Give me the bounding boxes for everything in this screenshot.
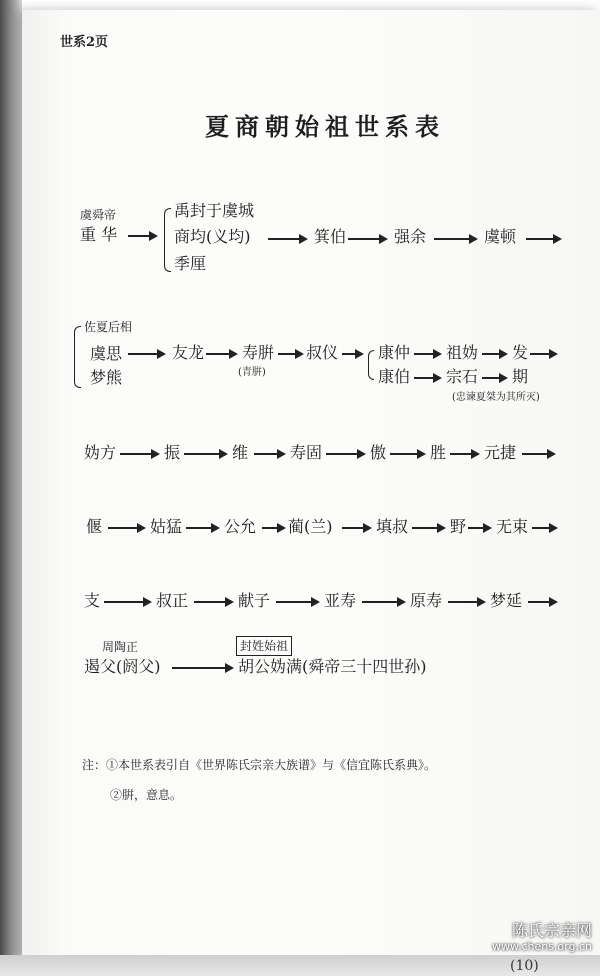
row6-box: 封姓始祖 — [236, 636, 292, 656]
arrow — [128, 231, 158, 241]
arrow — [184, 449, 228, 459]
watermark — [491, 918, 596, 958]
row5-node: 支 — [84, 591, 101, 610]
row6-start: 遏父(阏父) — [84, 657, 161, 676]
row3-node: 胜 — [430, 443, 447, 462]
arrow — [482, 349, 508, 359]
arrow — [206, 349, 238, 359]
arrow — [468, 523, 492, 533]
row4-node: 姑猛 — [150, 517, 183, 536]
row4-node: 无束 — [496, 517, 529, 536]
watermark-site-name: 陈氏宗亲网 — [511, 921, 592, 940]
row3-node: 傲 — [370, 443, 387, 462]
row6-label: 周陶正 — [102, 640, 139, 654]
s2-lower-1: 宗石 — [446, 367, 479, 386]
arrow — [482, 373, 508, 383]
brace — [74, 326, 81, 388]
s2-chain-2: 寿腁 — [242, 343, 275, 362]
arrow — [342, 523, 372, 533]
arrow — [254, 449, 286, 459]
arrow — [276, 597, 320, 607]
arrow — [414, 349, 442, 359]
row3-node: 维 — [232, 443, 249, 462]
row4-node: 公允 — [224, 517, 257, 536]
row4-node: 填叔 — [376, 517, 409, 536]
s1-branch-3: 季厘 — [174, 254, 207, 273]
s1-chain-3: 虞顿 — [484, 227, 517, 246]
row3-node: 妫方 — [84, 443, 117, 462]
arrow — [522, 449, 556, 459]
brace — [164, 208, 171, 272]
note-1: 注：①本世系表引自《世界陈氏宗亲大族谱》与《信宜陈氏系典》。 — [82, 758, 437, 772]
row5-node: 叔正 — [156, 591, 189, 610]
s1-root: 重 华 — [80, 225, 118, 244]
arrow — [390, 449, 426, 459]
s2-chain-3: 叔仪 — [306, 343, 339, 362]
book-spine-shadow — [0, 0, 22, 976]
arrow — [268, 234, 308, 244]
watermark-url: www.chens.org.cn — [491, 940, 592, 953]
arrow — [528, 597, 558, 607]
arrow — [172, 663, 234, 673]
s1-branch-1: 禹封于虞城 — [174, 201, 255, 220]
arrow — [326, 449, 366, 459]
s1-chain-2: 强余 — [394, 227, 427, 246]
row3-node: 振 — [164, 443, 181, 462]
arrow — [526, 234, 562, 244]
s2-note: 佐夏后相 — [84, 320, 133, 334]
arrow — [448, 597, 486, 607]
page-title: 夏商朝始祖世系表 — [205, 112, 445, 141]
arrow — [412, 523, 446, 533]
row4-node: 野 — [450, 517, 467, 536]
s2-branch-2: 梦熊 — [90, 368, 123, 387]
s2-upper-1: 祖妫 — [446, 343, 479, 362]
row4-node: 偃 — [86, 517, 103, 536]
brace — [368, 350, 374, 380]
paper-sheet — [22, 10, 600, 960]
arrow — [414, 373, 442, 383]
arrow — [186, 523, 220, 533]
arrow — [342, 349, 364, 359]
arrow — [362, 597, 406, 607]
s2-upper-2: 发 — [512, 343, 529, 362]
s2-chain-1: 友龙 — [172, 343, 205, 362]
arrow — [108, 523, 146, 533]
s2-split-1: 康仲 — [378, 343, 411, 362]
row3-node: 寿固 — [290, 443, 323, 462]
page-header: 世系2页 — [60, 35, 109, 50]
row5-node: 原寿 — [410, 591, 443, 610]
note-2: ②腁，意息。 — [110, 788, 183, 802]
arrow — [532, 523, 558, 533]
page-mark: (10) — [510, 958, 539, 974]
arrow — [262, 523, 286, 533]
s2-split-2: 康伯 — [378, 367, 411, 386]
row3-node: 元捷 — [484, 443, 517, 462]
arrow — [104, 597, 152, 607]
s2-lower-2: 期 — [512, 367, 529, 386]
arrow — [128, 349, 166, 359]
arrow — [530, 349, 558, 359]
s2-lower-note: (忠谏夏桀为其所灭) — [452, 392, 540, 403]
arrow — [348, 234, 388, 244]
s1-branch-2: 商均(义均) — [174, 227, 251, 246]
arrow — [450, 449, 480, 459]
s2-branch-1: 虞思 — [90, 344, 123, 363]
row4-node: 蔺(兰) — [288, 517, 333, 536]
row5-node: 梦延 — [490, 591, 523, 610]
row5-node: 献子 — [238, 591, 271, 610]
s1-chain-1: 箕伯 — [314, 227, 347, 246]
arrow — [278, 349, 304, 359]
row5-node: 亚寿 — [324, 591, 357, 610]
s1-label: 虞舜帝 — [80, 208, 117, 222]
arrow — [434, 234, 478, 244]
arrow — [194, 597, 234, 607]
row6-end: 胡公妫满(舜帝三十四世孙) — [238, 657, 427, 676]
s2-chain-sub: (青腁) — [238, 367, 266, 378]
arrow — [120, 449, 160, 459]
